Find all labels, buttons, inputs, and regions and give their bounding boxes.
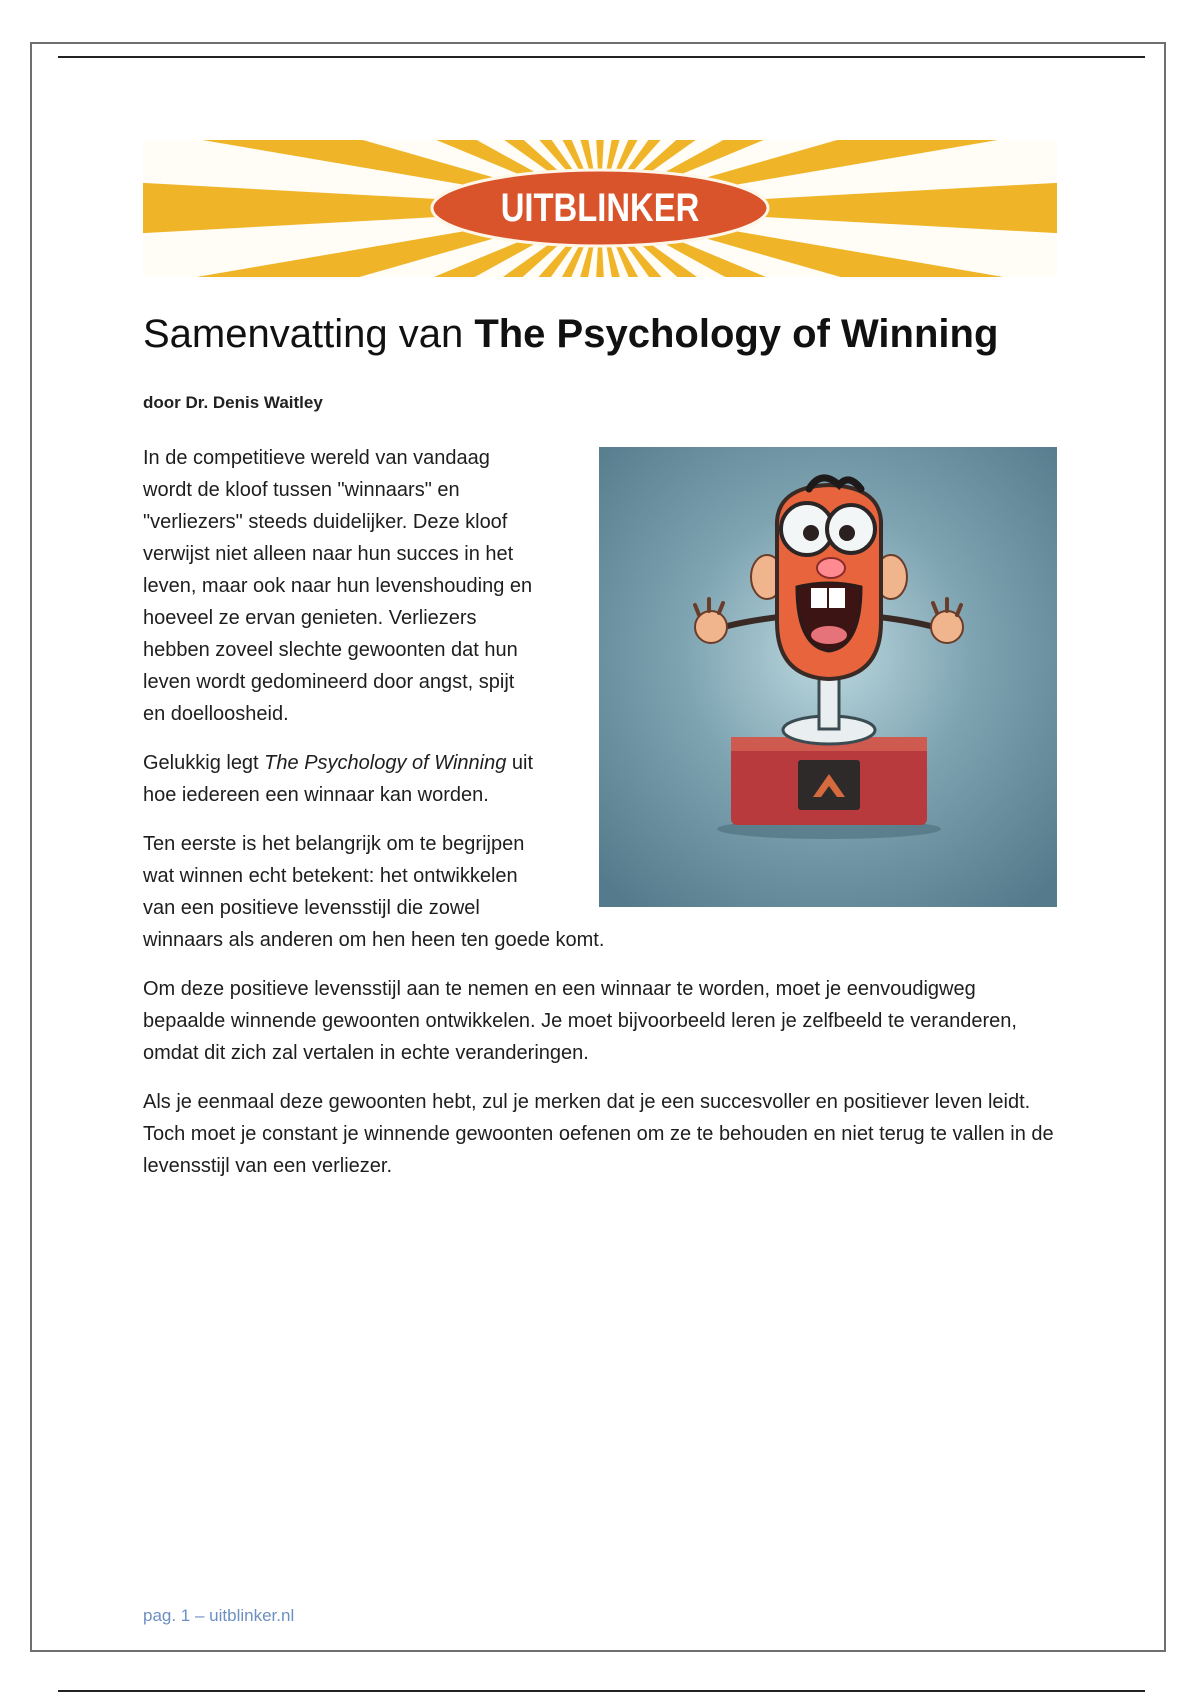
paragraph-2-before: Gelukkig legt — [143, 752, 265, 774]
banner-oval — [432, 170, 768, 246]
paragraph-3-line-2: wat winnen echt betekent: het ontwikkelen — [143, 865, 518, 887]
paragraph-1-line-1: In de competitieve wereld van vandaag — [143, 447, 490, 469]
top-rule — [58, 56, 1145, 58]
paragraph-3-line-3: van een positieve levensstijl die zowel — [143, 897, 480, 919]
paragraph-1-line-4: verwijst niet alleen naar hun succes in het — [143, 543, 514, 565]
title-prefix: Samenvatting van — [143, 312, 475, 356]
page-footer: pag. 1 – uitblinker.nl — [143, 1606, 295, 1625]
paragraph-2-book-title: The Psychology of Winning — [264, 752, 507, 774]
author-line: door Dr. Denis Waitley — [143, 393, 323, 412]
paragraph-3-line-4: winnaars als anderen om hen heen ten goede komt. — [143, 929, 605, 951]
page-title — [143, 308, 1103, 360]
paragraph-4: Om deze positieve levensstijl aan te nemen en een winnaar te worden, moet je eenvoudigweg bepaalde winnende gewoonten ontwikkelen. Je moet bijvoorbeeld leren je zelfbeeld te veranderen, omdat dit zich zal vertalen in echte veranderingen. — [143, 978, 1017, 1064]
title-book: The Psychology of Winning — [474, 312, 999, 356]
article-body — [143, 442, 1061, 1199]
paragraph-1-line-9: en doelloosheid. — [143, 703, 289, 725]
paragraph-1-line-7: hebben zoveel slechte gewoonten dat hun — [143, 639, 518, 661]
bottom-rule — [58, 1690, 1145, 1692]
uitblinker-banner — [143, 140, 1057, 277]
paragraph-1-line-2: wordt de kloof tussen "winnaars" en — [143, 479, 460, 501]
paragraph-1-line-3: "verliezers" steeds duidelijker. Deze kloof — [143, 511, 508, 533]
paragraph-1-line-8: leven wordt gedomineerd door angst, spijt — [143, 671, 515, 693]
paragraph-1 — [143, 442, 583, 730]
paragraph-2-line-2: hoe iedereen een winnaar kan worden. — [143, 784, 489, 806]
paragraph-1-line-5: leven, maar ook naar hun levenshouding en — [143, 575, 533, 597]
paragraph-1-line-6: hoeveel ze ervan genieten. Verliezers — [143, 607, 477, 629]
banner-label: UITBLINKER — [500, 186, 700, 230]
paragraph-2-after: uit — [506, 752, 534, 774]
paragraph-5: Als je eenmaal deze gewoonten hebt, zul je merken dat je een succesvoller en positiever leven leidt. Toch moet je constant je winnende gewoonten oefenen om ze te behouden en niet terug te vallen in de levensstijl van een verliezer. — [143, 1091, 1054, 1177]
paragraph-2 — [143, 747, 583, 811]
paragraph-3-line-1: Ten eerste is het belangrijk om te begrijpen — [143, 833, 525, 855]
paragraph-3 — [143, 828, 1061, 956]
sunburst-logo-icon — [143, 140, 1057, 277]
